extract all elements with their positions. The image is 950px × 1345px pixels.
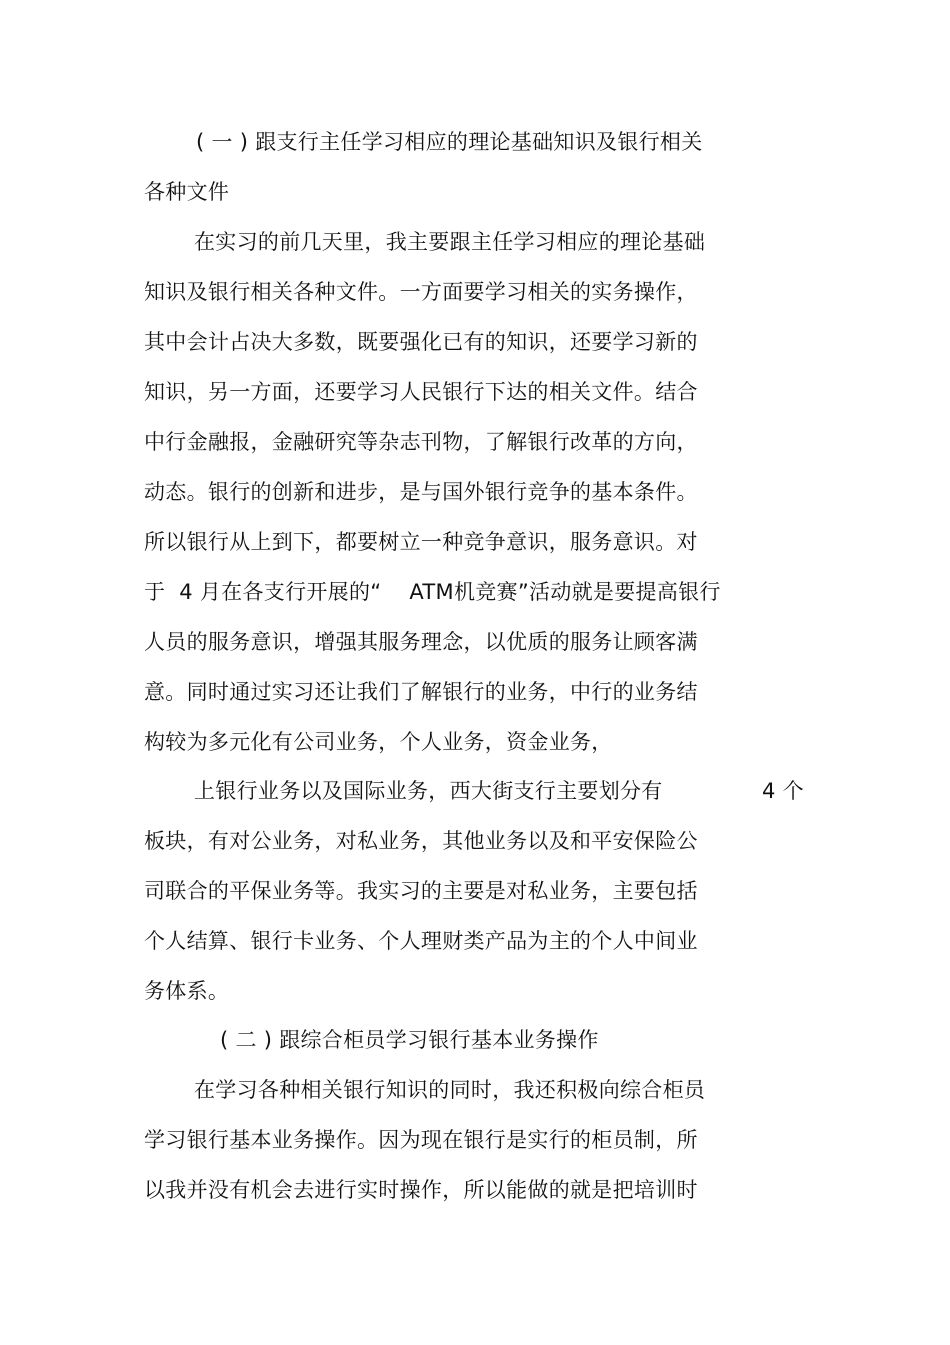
paragraph-line: 务体系。 (144, 979, 230, 1003)
paragraph-line: 于 4 月在各支行开展的“ ATM机竞赛”活动就是要提高银行 (144, 580, 721, 604)
paragraph-line: 板块，有对公业务，对私业务，其他业务以及和平安保险公 (144, 829, 698, 853)
paragraph-line-count: 4 个 (762, 779, 804, 803)
paragraph-line: 所以银行从上到下，都要树立一种竞争意识，服务意识。对 (144, 530, 698, 554)
paragraph-line: 在实习的前几天里，我主要跟主任学习相应的理论基础 (194, 230, 706, 254)
paragraph-line: 知识及银行相关各种文件。一方面要学习相关的实务操作， (144, 280, 698, 304)
paragraph-line: 构较为多元化有公司业务，个人业务，资金业务， (144, 730, 613, 754)
paragraph-line: 意。同时通过实习还让我们了解银行的业务，中行的业务结 (144, 680, 698, 704)
paragraph-line: 中行金融报，金融研究等杂志刊物，了解银行改革的方向， (144, 430, 698, 454)
section-heading-1: ( 一 ) 跟支行主任学习相应的理论基础知识及银行相关 (196, 130, 703, 154)
section-heading-2: ( 二 ) 跟综合柜员学习银行基本业务操作 (220, 1028, 599, 1052)
paragraph-line: 上银行业务以及国际业务，西大街支行主要划分有 (194, 779, 663, 803)
paragraph-line: 在学习各种相关银行知识的同时，我还积极向综合柜员 (194, 1078, 706, 1102)
paragraph-line: 学习银行基本业务操作。因为现在银行是实行的柜员制，所 (144, 1128, 698, 1152)
paragraph-line: 司联合的平保业务等。我实习的主要是对私业务，主要包括 (144, 879, 698, 903)
paragraph-line: 动态。银行的创新和进步，是与国外银行竞争的基本条件。 (144, 480, 698, 504)
paragraph-line: 以我并没有机会去进行实时操作，所以能做的就是把培训时 (144, 1178, 698, 1202)
paragraph-line: 个人结算、银行卡业务、个人理财类产品为主的个人中间业 (144, 929, 698, 953)
section-heading-1-continued: 各种文件 (144, 180, 230, 204)
paragraph-line: 其中会计占决大多数，既要强化已有的知识，还要学习新的 (144, 330, 698, 354)
paragraph-line: 知识，另一方面，还要学习人民银行下达的相关文件。结合 (144, 380, 698, 404)
paragraph-line: 人员的服务意识，增强其服务理念，以优质的服务让顾客满 (144, 630, 698, 654)
